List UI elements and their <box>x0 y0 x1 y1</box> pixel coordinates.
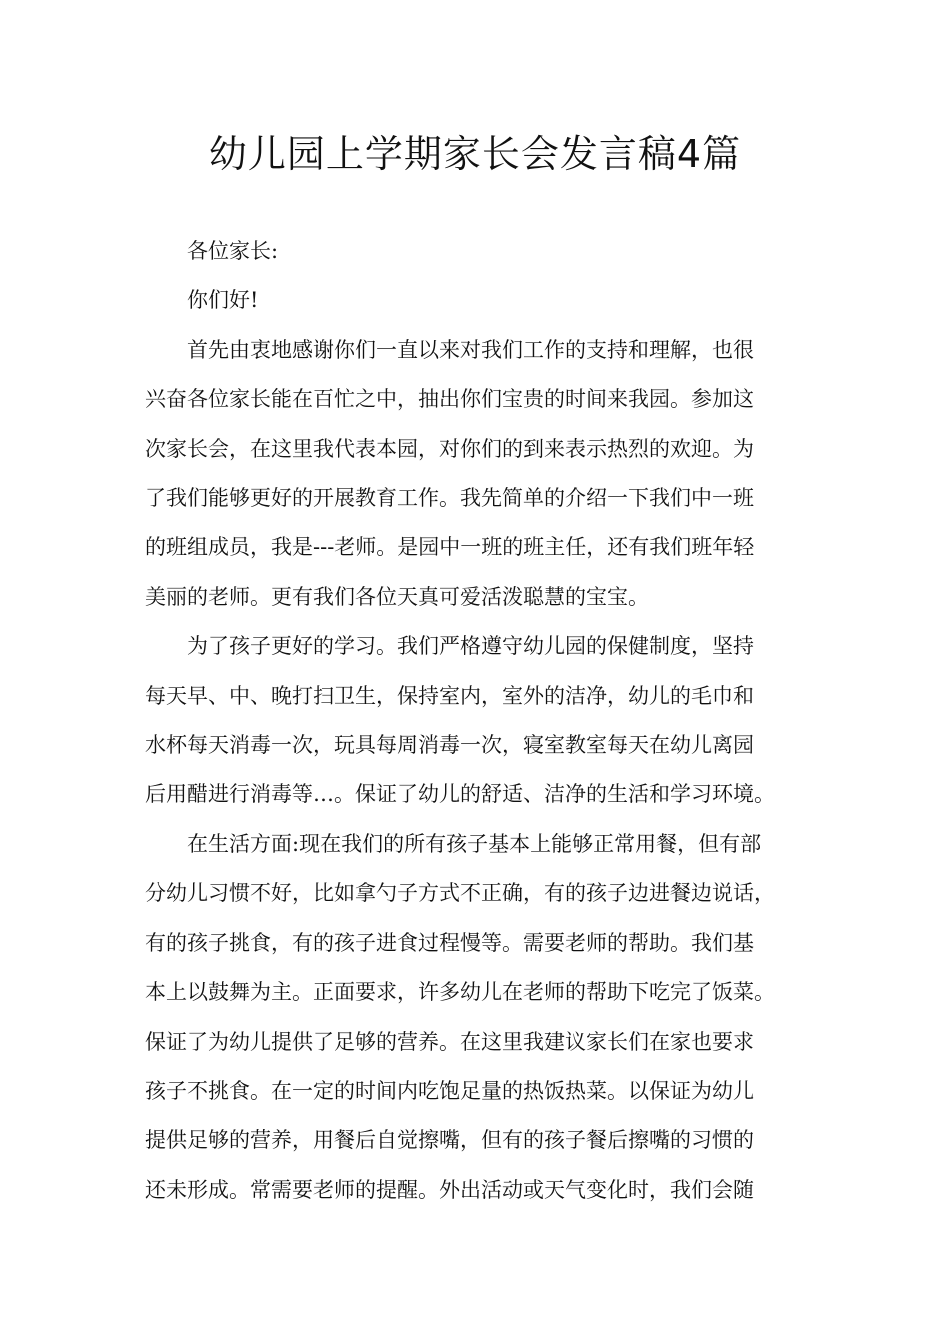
paragraph-line: 分幼儿习惯不好，比如拿勺子方式不正确，有的孩子边进餐边说话， <box>145 881 775 906</box>
paragraph-line: 在生活方面:现在我们的所有孩子基本上能够正常用餐，但有部 <box>187 831 762 856</box>
paragraph-line: 每天早、中、晚打扫卫生，保持室内，室外的洁净，幼儿的毛巾和 <box>145 683 754 708</box>
paragraph-line: 孩子不挑食。在一定的时间内吃饱足量的热饭热菜。以保证为幼儿 <box>145 1078 754 1103</box>
paragraph-introduction <box>145 326 835 622</box>
document-title: 幼儿园上学期家长会发言稿4篇 <box>208 132 742 176</box>
paragraph-line: 为了孩子更好的学习。我们严格遵守幼儿园的保健制度，坚持 <box>187 634 754 659</box>
paragraph-line: 次家长会，在这里我代表本园，对你们的到来表示热烈的欢迎。为 <box>145 436 754 461</box>
hello-paragraph: 你们好! <box>187 288 259 313</box>
paragraph-line: 的班组成员，我是---老师。是园中一班的班主任，还有我们班年轻 <box>145 535 755 560</box>
paragraph-line: 有的孩子挑食，有的孩子进食过程慢等。需要老师的帮助。我们基 <box>145 930 754 955</box>
paragraph-line: 还未形成。常需要老师的提醒。外出活动或天气变化时，我们会随 <box>145 1177 754 1202</box>
greeting-paragraph: 各位家长: <box>187 239 279 263</box>
paragraph-line: 首先由衷地感谢你们一直以来对我们工作的支持和理解，也很 <box>187 337 754 362</box>
paragraph-line: 水杯每天消毒一次，玩具每周消毒一次，寝室教室每天在幼儿离园 <box>145 733 754 758</box>
paragraph-daily-life <box>145 820 835 1215</box>
paragraph-line: 本上以鼓舞为主。正面要求，许多幼儿在老师的帮助下吃完了饭菜。 <box>145 980 775 1005</box>
paragraph-line: 后用醋进行消毒等…。保证了幼儿的舒适、洁净的生活和学习环境。 <box>145 782 775 807</box>
paragraph-line: 美丽的老师。更有我们各位天真可爱活泼聪慧的宝宝。 <box>145 584 649 609</box>
paragraph-hygiene <box>145 622 835 820</box>
paragraph-line: 提供足够的营养，用餐后自觉擦嘴，但有的孩子餐后擦嘴的习惯的 <box>145 1128 754 1153</box>
paragraph-line: 了我们能够更好的开展教育工作。我先简单的介绍一下我们中一班 <box>145 486 754 511</box>
paragraph-line: 兴奋各位家长能在百忙之中，抽出你们宝贵的时间来我园。参加这 <box>145 387 754 412</box>
paragraph-line: 保证了为幼儿提供了足够的营养。在这里我建议家长们在家也要求 <box>145 1029 754 1054</box>
document-body <box>145 227 835 1215</box>
